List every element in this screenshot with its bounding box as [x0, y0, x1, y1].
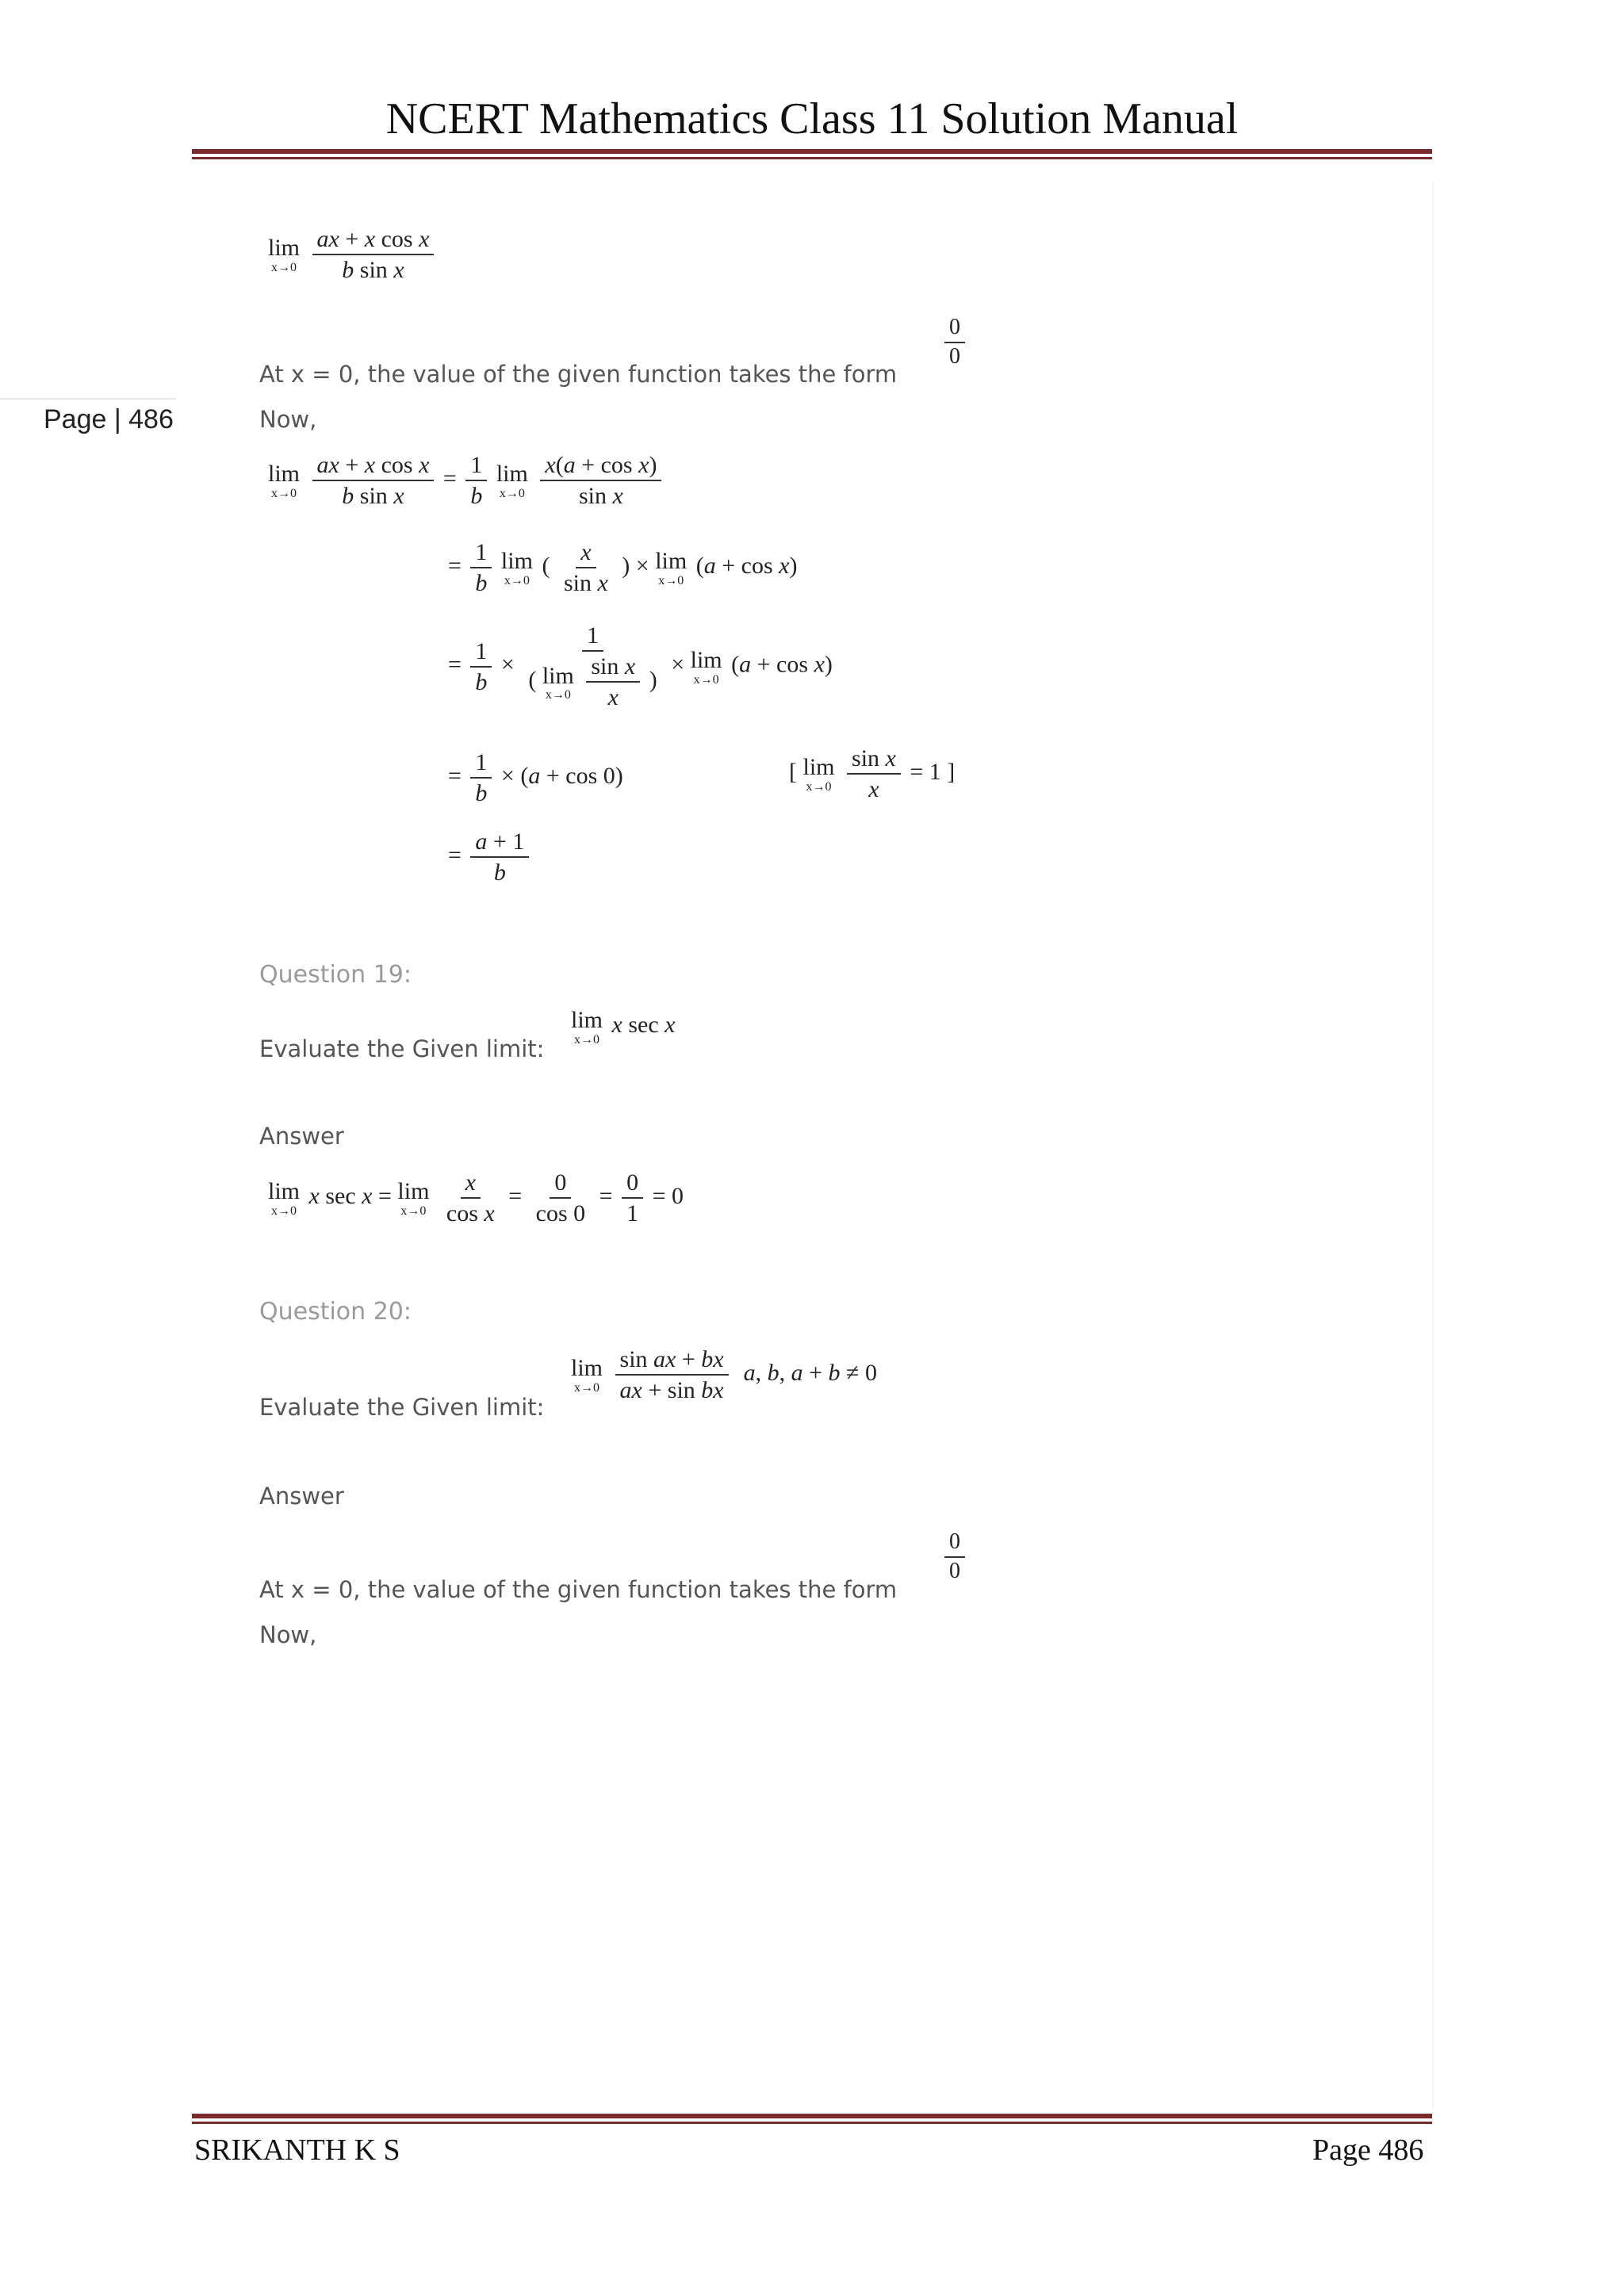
- footer-page-number: Page 486: [1312, 2133, 1424, 2167]
- question-19-expression: lim x→0 x sec x: [571, 1007, 676, 1047]
- indeterminate-form-1: $\frac{0}{0}$: [941, 316, 968, 369]
- form-statement-1: At x = 0, the value of the given function takes the form: [259, 361, 898, 388]
- work-line-3: = $\frac{1}{b}$ × 1 ( lim x→0 $\frac{\text{sin x}}{x}$ ) × lim x→0 (a + cos x): [448, 622, 833, 710]
- page-title: NCERT Mathematics Class 11 Solution Manual: [385, 94, 1239, 144]
- question-20-expression: lim x→0 $\frac{\text{sin ax + bx}}{\text{ax + sin bx}}$ a, b, a + b ≠ 0: [571, 1346, 877, 1403]
- indeterminate-form-2: $\frac{0}{0}$: [941, 1530, 968, 1584]
- header-rule-thick: [192, 149, 1432, 154]
- question-20-prompt: Evaluate the Given limit:: [259, 1394, 545, 1421]
- work-note: [ lim x→0 $\frac{\text{sin x}}{x}$ = 1 ]: [789, 745, 956, 802]
- side-page-label: Page | 486: [44, 404, 174, 434]
- page-edge-strip: [1432, 182, 1434, 2109]
- footer-rule-thin: [192, 2122, 1432, 2124]
- question-19-solution: lim x→0 x sec x = lim x→0 $\frac{x}{\text{cos x}}$ = $\frac{0}{\cos 0}$ = $\frac{0}{1}$ = 0: [268, 1169, 684, 1226]
- side-divider: [0, 398, 176, 400]
- work-line-1: lim x→0 $\frac{\text{ax + x cos x}}{\text{b sin x}}$ = $\frac{1}{b}$ lim x→0 $\frac{\text{x(a + cos x)}}{\text{sin x}}$: [268, 452, 665, 509]
- header-rule-thin: [192, 157, 1432, 159]
- now-label-1: Now,: [259, 406, 317, 433]
- question-19-prompt: Evaluate the Given limit:: [259, 1035, 545, 1062]
- footer-rule-thick: [192, 2114, 1432, 2118]
- work-line-4: = $\frac{1}{b}$ × (a + cos 0): [448, 749, 623, 806]
- top-limit-expression: lim x→0 $\frac{\text{ax + x cos x}}{\text{b sin x}}$: [268, 226, 437, 283]
- question-19-heading: Question 19:: [259, 961, 412, 989]
- question-19-answer-label: Answer: [259, 1123, 344, 1150]
- footer-author: SRIKANTH K S: [194, 2133, 400, 2167]
- work-line-2: = $\frac{1}{b}$ lim x→0 ( $\frac{x}{\text{sin x}}$ ) × lim x→0 (a + cos x): [448, 539, 798, 596]
- now-label-2: Now,: [259, 1621, 317, 1648]
- work-line-5: = $\frac{a + 1}{b}$: [448, 828, 532, 886]
- question-20-heading: Question 20:: [259, 1298, 412, 1326]
- form-statement-2: At x = 0, the value of the given function takes the form: [259, 1576, 898, 1603]
- question-20-answer-label: Answer: [259, 1483, 344, 1510]
